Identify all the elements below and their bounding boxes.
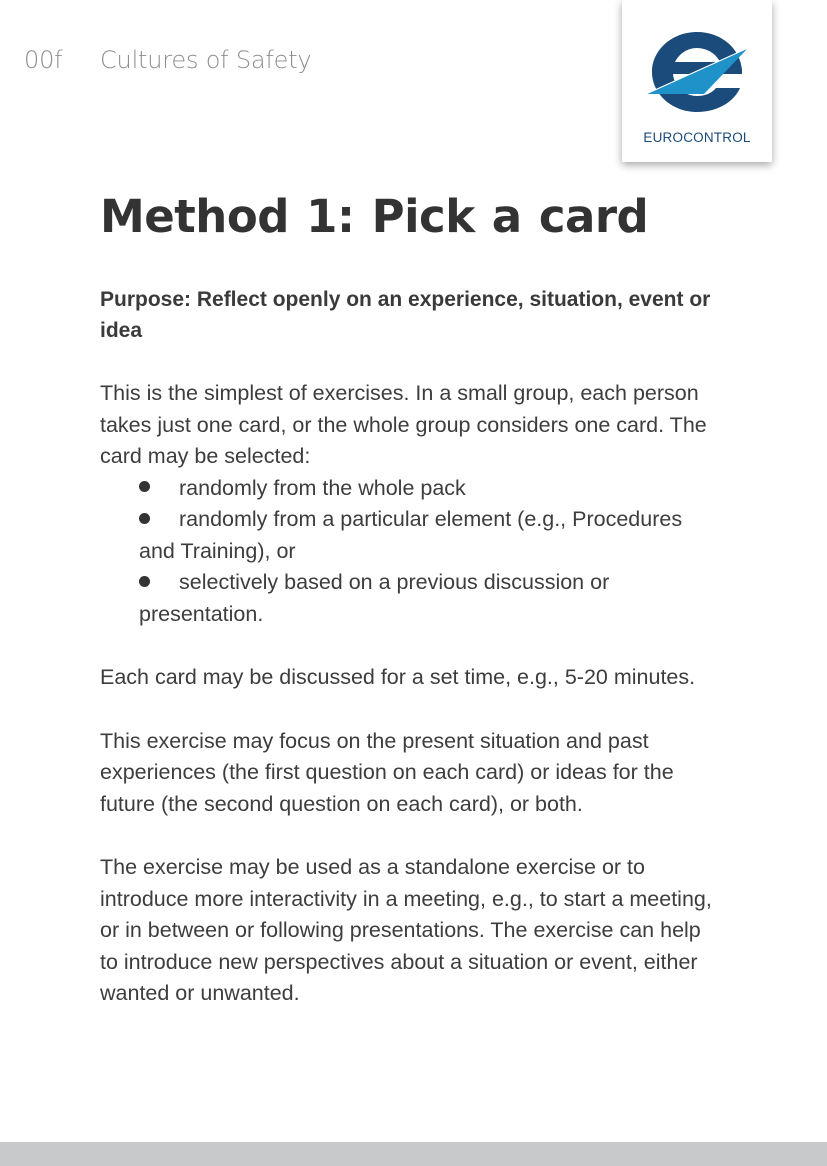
eurocontrol-e-logo-icon xyxy=(642,28,752,116)
bullet-text: selectively based on a previous discussion or presentation. xyxy=(139,570,610,626)
bullet-item xyxy=(139,567,720,630)
section-title: Cultures of Safety xyxy=(100,46,312,74)
paragraph-usage: The exercise may be used as a standalone exercise or to introduce more interactivity in a meeting, e.g., to start a meeting, or in between or following presentations. The exercise can help to introduce new perspectives about a situation or event, either wanted or unwanted. xyxy=(100,855,712,1005)
bullet-dot-icon xyxy=(139,576,150,587)
logo-wordmark: EUROCONTROL xyxy=(643,130,751,145)
selection-bullet-list xyxy=(100,473,720,631)
footer-bar xyxy=(0,1142,827,1166)
bullet-dot-icon xyxy=(139,481,150,492)
section-number: 00f xyxy=(24,46,63,74)
page-content xyxy=(100,188,720,1010)
bullet-dot-icon xyxy=(139,513,150,524)
eurocontrol-logo-card xyxy=(622,0,772,162)
purpose-statement: Purpose: Reflect openly on an experience, situation, event or idea xyxy=(100,288,711,342)
page-title: Method 1: Pick a card xyxy=(100,190,649,243)
bullet-text: randomly from a particular element (e.g., Procedures and Training), or xyxy=(139,507,683,563)
bullet-item xyxy=(139,473,720,505)
intro-text: This is the simplest of exercises. In a small group, each person takes just one card, or the whole group considers one card. The card may be selected: xyxy=(100,381,707,468)
bullet-item xyxy=(139,504,720,567)
paragraph-focus: This exercise may focus on the present situation and past experiences (the first question on each card) or ideas for the future (the second question on each card), or both. xyxy=(100,728,674,816)
bullet-text: randomly from the whole pack xyxy=(179,475,466,500)
intro-paragraph xyxy=(100,378,720,630)
paragraph-duration: Each card may be discussed for a set time, e.g., 5-20 minutes. xyxy=(100,665,696,689)
page-header xyxy=(24,46,311,74)
